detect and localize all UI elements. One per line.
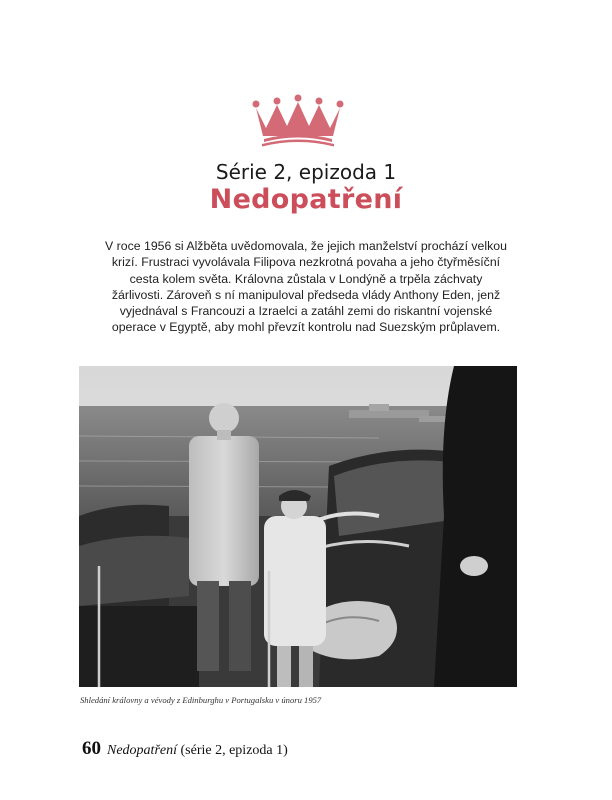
synopsis-paragraph	[82, 238, 530, 336]
synopsis-line: žárlivosti. Zároveň s ní manipuloval předseda vlády Anthony Eden, jenž	[111, 287, 501, 302]
synopsis-line: V roce 1956 si Alžběta uvědomovala, že jejich manželství prochází velkou	[105, 239, 507, 253]
footer-title-italic: Nedopatření	[107, 743, 177, 758]
synopsis-line: vyjednával s Francouzi a Izraelci a zatáhl zemi do riskantní vojenské	[119, 304, 493, 319]
page-number: 60	[82, 738, 101, 759]
crown-icon	[250, 94, 346, 150]
synopsis-line: cesta kolem světa. Královna zůstala v Londýně a trpěla záchvaty	[129, 271, 483, 286]
photo-caption: Shledání královny a vévody z Edinburghu v Portugalsku v únoru 1957	[80, 695, 322, 705]
episode-label: Série 2, epizoda 1	[215, 160, 397, 184]
synopsis-line: krizí. Frustraci vyvolávala Filipova nezkrotná povaha a jeho čtyřměsíční	[111, 255, 501, 270]
episode-title: Nedopatření	[209, 184, 403, 215]
historical-photo	[79, 366, 517, 687]
synopsis-line: operace v Egyptě, aby mohl převzít kontrolu nad Suezským průplavem.	[111, 320, 501, 335]
page-footer	[82, 738, 288, 760]
footer-title-rest: (série 2, epizoda 1)	[177, 743, 288, 758]
